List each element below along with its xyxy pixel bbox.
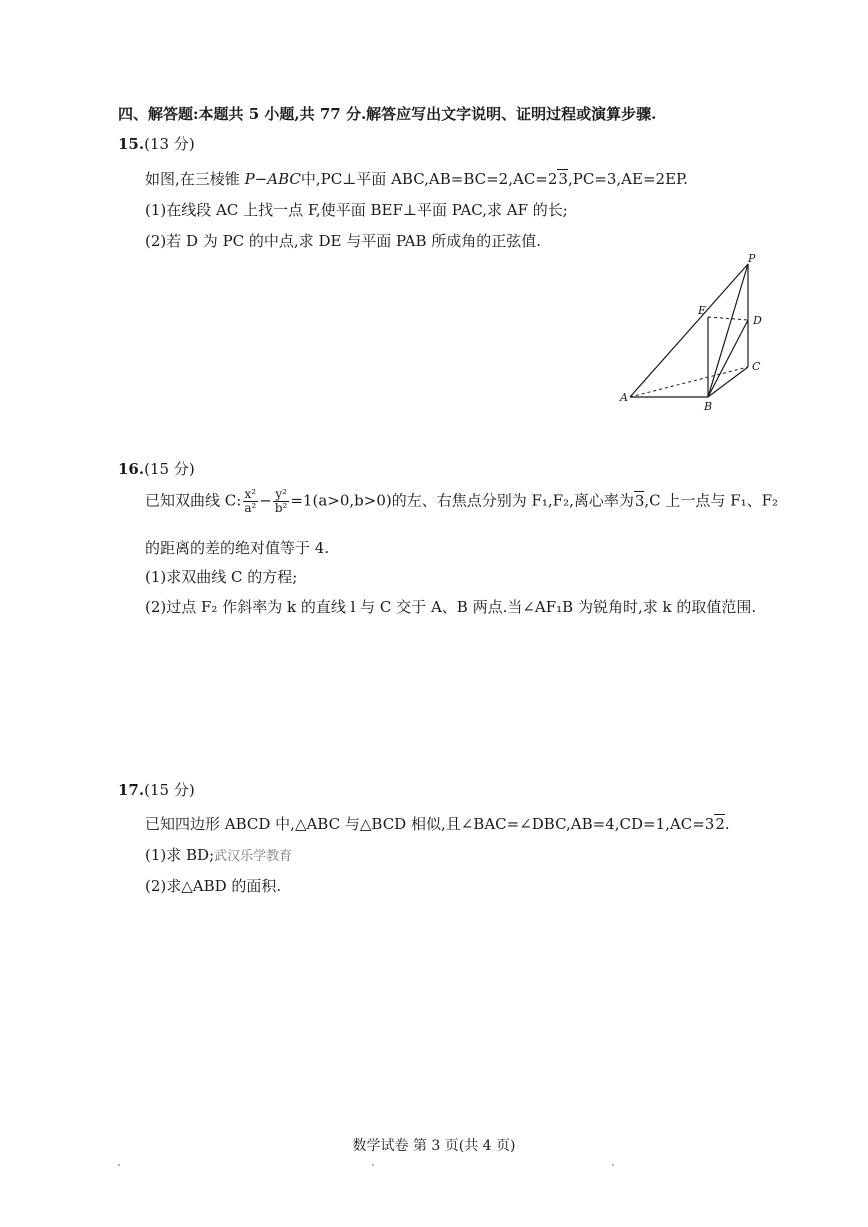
label-e: E (698, 304, 707, 317)
edge-ac-hidden (630, 367, 748, 397)
scan-speck (612, 1164, 614, 1166)
q15-stem-rest: 中,PC⊥平面 ABC,AB=BC=2,AC=2 (300, 170, 558, 188)
label-c: C (752, 360, 761, 373)
label-p: P (748, 252, 756, 265)
q17-score: (15 分) (144, 781, 195, 799)
q16-score: (15 分) (144, 460, 195, 478)
q17-stem-text: 已知四边形 ABCD 中,△ABC 与△BCD 相似,且∠BAC=∠DBC,AB=4,CD=1,AC=3 (145, 815, 715, 833)
q17-number: 17. (118, 781, 145, 799)
q17-part1: (1)求 BD; (145, 846, 215, 864)
q16-number: 16. (118, 460, 145, 478)
q17-part1-row (145, 844, 292, 865)
q16-stem-line2: 的距离的差的绝对值等于 4. (145, 539, 330, 557)
q17-header (118, 779, 195, 800)
edge-bc (708, 367, 748, 397)
q16-part1: (1)求双曲线 C 的方程; (145, 568, 298, 586)
edge-ap (630, 264, 748, 397)
q15-part2: (2)若 D 为 PC 的中点,求 DE 与平面 PAB 所成角的正弦值. (145, 232, 542, 250)
scan-speck (118, 1164, 120, 1166)
q17-sqrt: 2 (715, 815, 725, 833)
q15-sqrt: 3 (558, 170, 568, 188)
label-b: B (704, 400, 713, 413)
q16-stem-c: ,C 上一点与 F₁、F₂ (644, 491, 779, 510)
label-d: D (753, 314, 762, 327)
q17-part2: (2)求△ABD 的面积. (145, 877, 282, 895)
q15-stem-tail: ,PC=3,AE=2EP. (567, 170, 688, 188)
watermark-text: 武汉乐学教育 (214, 849, 293, 864)
q15-stem: 如图,在三棱锥 P−ABC中,PC⊥平面 ABC,AB=BC=2,AC=23,PC=3,AE=2EP. (145, 170, 688, 188)
q15-part1: (1)在线段 AC 上找一点 F,使平面 BEF⊥平面 PAC,求 AF 的长; (145, 201, 568, 219)
q15-pyramid-figure (610, 252, 770, 417)
q16-part2: (2)过点 F₂ 作斜率为 k 的直线 l 与 C 交于 A、B 两点.当∠AF₁B 为锐角时,求 k 的取值范围. (145, 598, 757, 616)
q17-stem (145, 813, 730, 834)
q16-stem-a: 已知双曲线 C: (145, 491, 242, 510)
edge-ed-hidden (708, 317, 748, 320)
q15-score: (13 分) (144, 135, 195, 153)
q17-stem-end: . (724, 815, 730, 833)
label-a: A (620, 391, 628, 404)
q16-sqrt: 3 (634, 491, 645, 510)
q15-header (118, 133, 195, 154)
q16-stem-b: =1(a>0,b>0)的左、右焦点分别为 F₁,F₂,离心率为 (290, 491, 634, 510)
q16-stem (145, 488, 778, 515)
q16-frac-y: $\frac{\text{y²}}{\text{b²}}$ (274, 487, 288, 515)
q15-stem-prefix: 如图,在三棱锥 (145, 170, 240, 188)
page-footer: 数学试卷 第 3 页(共 4 页) (352, 1138, 516, 1154)
q16-header (118, 458, 195, 479)
q16-frac-x: $\frac{\text{x²}}{\text{a²}}$ (244, 487, 257, 515)
section-title: 四、解答题:本题共 5 小题,共 77 分.解答应写出文字说明、证明过程或演算步骤. (118, 105, 657, 123)
q16-minus: − (259, 491, 272, 510)
scan-speck (372, 1164, 374, 1166)
q15-number: 15. (118, 135, 145, 153)
